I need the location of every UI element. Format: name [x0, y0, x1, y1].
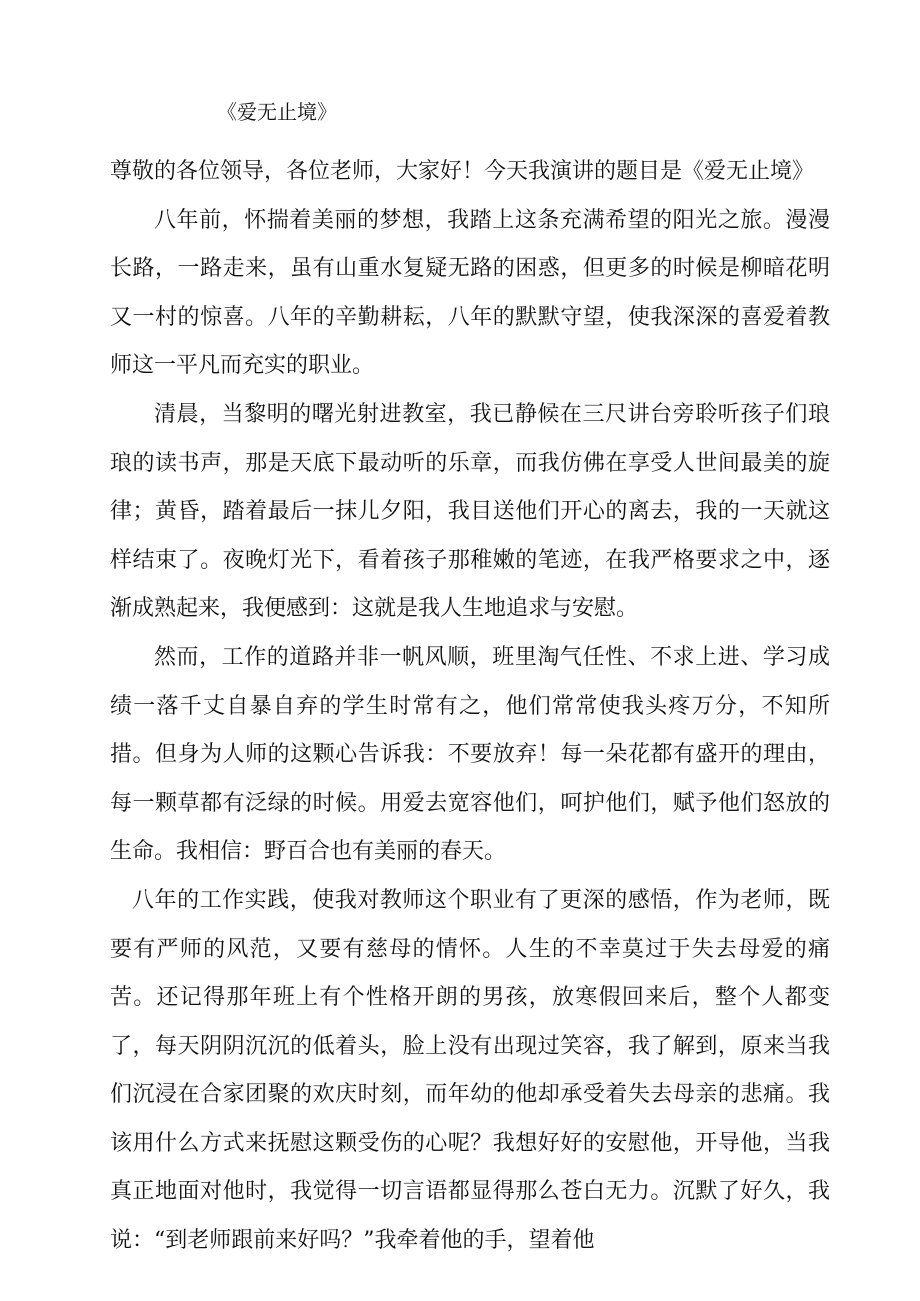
paragraph-eight-years-ago: 八年前，怀揣着美丽的梦想，我踏上这条充满希望的阳光之旅。漫漫长路，一路走来，虽有山重水复疑无路的困惑，但更多的时候是柳暗花明又一村的惊喜。八年的辛勤耕耘，八年的默默守望，使我深深的喜爱着教师这一平凡而充实的职业。 [110, 207, 830, 379]
document-title: 《爱无止境》 [217, 100, 337, 124]
paragraph-morning: 清晨，当黎明的曙光射进教室，我已静候在三尺讲台旁聆听孩子们琅琅的读书声，那是天底下最动听的乐章，而我仿佛在享受人世间最美的旋律；黄昏，踏着最后一抹儿夕阳，我目送他们开心的离去，我的一天就这样结束了。夜晚灯光下，看着孩子那稚嫩的笔迹，在我严格要求之中，逐渐成熟起来，我便感到：这就是我人生地追求与安慰。 [110, 401, 830, 622]
document-body [110, 148, 830, 1266]
paragraph-greeting: 尊敬的各位领导，各位老师，大家好！今天我演讲的题目是《爱无止境》 [110, 159, 815, 184]
paragraph-however: 然而，工作的道路并非一帆风顺，班里淘气任性、不求上进、学习成绩一落千丈自暴自弃的学生时常有之，他们常常使我头疼万分，不知所措。但身为人师的这颗心告诉我：不要放弃！每一朵花都有盛开的理由，每一颗草都有泛绿的时候。用爱去宽容他们，呵护他们，赋予他们怒放的生命。我相信：野百合也有美丽的春天。 [110, 644, 830, 865]
paragraph-work-practice: 八年的工作实践，使我对教师这个职业有了更深的感悟，作为老师，既要有严师的风范，又要有慈母的情怀。人生的不幸莫过于失去母爱的痛苦。还记得那年班上有个性格开朗的男孩，放寒假回来后，整个人都变了，每天阴阴沉沉的低着头，脸上没有出现过笑容，我了解到，原来当我们沉浸在合家团聚的欢庆时刻，而年幼的他却承受着失去母亲的悲痛。我该用什么方式来抚慰这颗受伤的心呢？我想好好的安慰他，开导他，当我真正地面对他时，我觉得一切言语都显得那么苍白无力。沉默了好久，我说：“到老师跟前来好吗？”我牵着他的手，望着他 [110, 887, 830, 1254]
